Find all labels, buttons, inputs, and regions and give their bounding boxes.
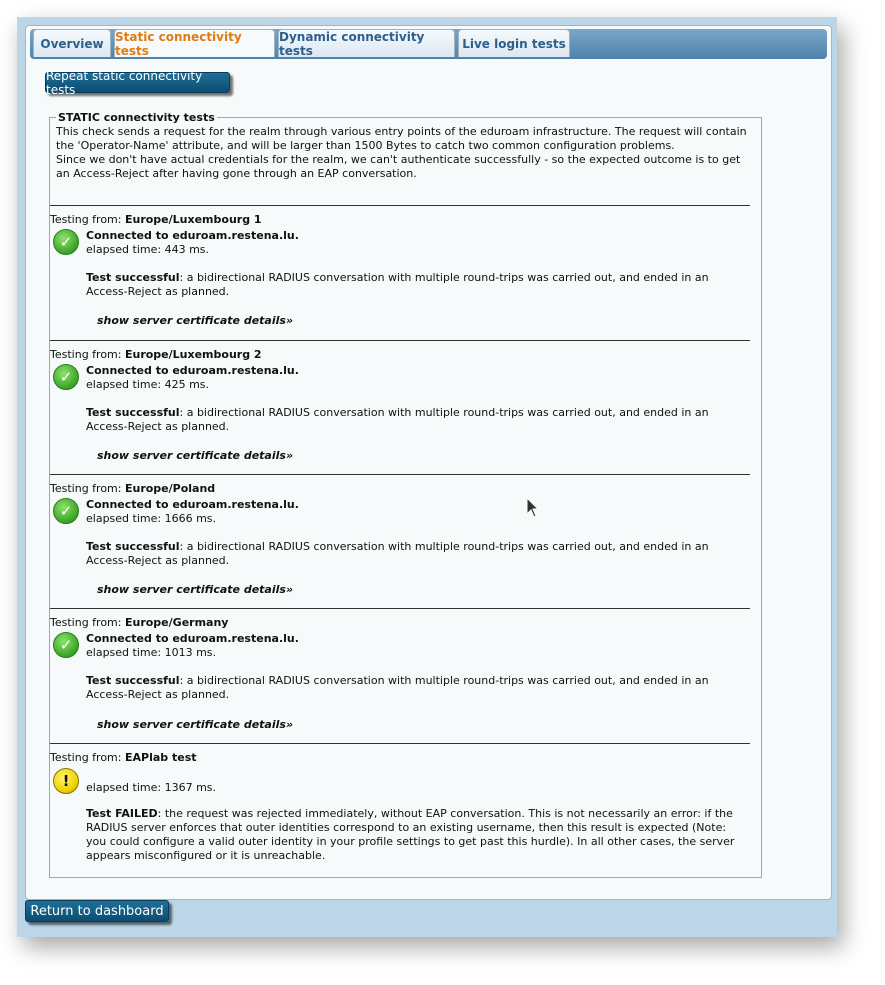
elapsed-time: elapsed time: 1013 ms. — [86, 646, 217, 659]
testing-from-line — [50, 482, 215, 495]
tab-dynamic-connectivity-tests[interactable]: Dynamic connectivity tests — [278, 29, 455, 57]
repeat-static-tests-button[interactable]: Repeat static connectivity tests — [45, 72, 230, 93]
return-to-dashboard-button[interactable]: Return to dashboard — [25, 900, 169, 922]
test-source: Europe/Luxembourg 2 — [124, 348, 262, 361]
check-icon: ✓ — [53, 498, 79, 524]
tab-overview[interactable]: Overview — [33, 29, 111, 57]
result-prefix: Test FAILED — [86, 807, 158, 820]
warning-icon: ! — [53, 768, 79, 794]
testing-from-label: Testing from: — [50, 751, 122, 764]
test-result-text — [86, 271, 746, 299]
check-icon: ✓ — [53, 364, 79, 390]
elapsed-time: elapsed time: 1666 ms. — [86, 512, 217, 525]
intro-paragraph-1: This check sends a request for the realm through various entry points of the eduroam infrastructure. The request will contain the 'Operator-Name' attribute, and will be larger than 1500 Bytes to catch two common configuration problems. — [56, 125, 747, 152]
connected-status: Connected to eduroam.restena.lu. — [86, 498, 299, 511]
testing-from-label: Testing from: — [50, 482, 122, 495]
divider — [50, 340, 750, 341]
connected-status: Connected to eduroam.restena.lu. — [86, 229, 299, 242]
result-prefix: Test successful — [86, 540, 180, 553]
result-description: : a bidirectional RADIUS conversation with multiple round-trips was carried out, and ended in an Access-Reject as planned. — [86, 406, 709, 433]
check-icon: ✓ — [53, 229, 79, 255]
test-source: Europe/Luxembourg 1 — [124, 213, 262, 226]
show-cert-details-link[interactable]: show server certificate details» — [97, 718, 294, 731]
test-source: Europe/Poland — [124, 482, 216, 495]
fieldset-legend: STATIC connectivity tests — [58, 111, 215, 124]
testing-from-label: Testing from: — [50, 616, 122, 629]
connected-status: Connected to eduroam.restena.lu. — [86, 632, 299, 645]
test-result-text — [86, 807, 746, 863]
result-description: : a bidirectional RADIUS conversation with multiple round-trips was carried out, and ended in an Access-Reject as planned. — [86, 271, 709, 298]
connected-status: Connected to eduroam.restena.lu. — [86, 364, 299, 377]
testing-from-line — [50, 213, 262, 226]
divider — [50, 743, 750, 744]
test-source: Europe/Germany — [124, 616, 229, 629]
result-prefix: Test successful — [86, 271, 180, 284]
static-tests-fieldset — [49, 111, 762, 878]
divider — [50, 608, 750, 609]
elapsed-time: elapsed time: 443 ms. — [86, 243, 210, 256]
show-cert-details-link[interactable]: show server certificate details» — [97, 314, 294, 327]
result-description: : the request was rejected immediately, without EAP conversation. This is not necessarily an error: if the RADIUS server enforces that outer identities correspond to an existing username, then this result is expected (Note: you could configure a valid outer identity in your profile settings to get past this hurdle). In all other cases, the server appears misconfigured or it is unreachable. — [86, 807, 735, 862]
result-description: : a bidirectional RADIUS conversation with multiple round-trips was carried out, and ended in an Access-Reject as planned. — [86, 674, 709, 701]
test-result-text — [86, 674, 746, 702]
intro-paragraph-2: Since we don't have actual credentials for the realm, we can't authenticate successfully - so the expected outcome is to get an Access-Reject after having gone through an EAP conversation. — [56, 153, 741, 180]
elapsed-time: elapsed time: 1367 ms. — [86, 781, 217, 794]
testing-from-line — [50, 348, 262, 361]
result-prefix: Test successful — [86, 406, 180, 419]
check-icon: ✓ — [53, 632, 79, 658]
show-cert-details-link[interactable]: show server certificate details» — [97, 449, 294, 462]
intro-text — [56, 125, 755, 181]
result-description: : a bidirectional RADIUS conversation with multiple round-trips was carried out, and ended in an Access-Reject as planned. — [86, 540, 709, 567]
testing-from-label: Testing from: — [50, 213, 122, 226]
tab-live-login-tests[interactable]: Live login tests — [458, 29, 570, 57]
result-prefix: Test successful — [86, 674, 180, 687]
divider — [50, 205, 750, 206]
testing-from-line — [50, 616, 228, 629]
show-cert-details-link[interactable]: show server certificate details» — [97, 583, 294, 596]
mouse-cursor-icon — [526, 497, 540, 519]
test-result-text — [86, 540, 746, 568]
elapsed-time: elapsed time: 425 ms. — [86, 378, 210, 391]
tab-static-connectivity-tests[interactable]: Static connectivity tests — [114, 29, 275, 57]
test-result-text — [86, 406, 746, 434]
divider — [50, 474, 750, 475]
testing-from-line — [50, 751, 197, 764]
testing-from-label: Testing from: — [50, 348, 122, 361]
test-source: EAPlab test — [124, 751, 197, 764]
